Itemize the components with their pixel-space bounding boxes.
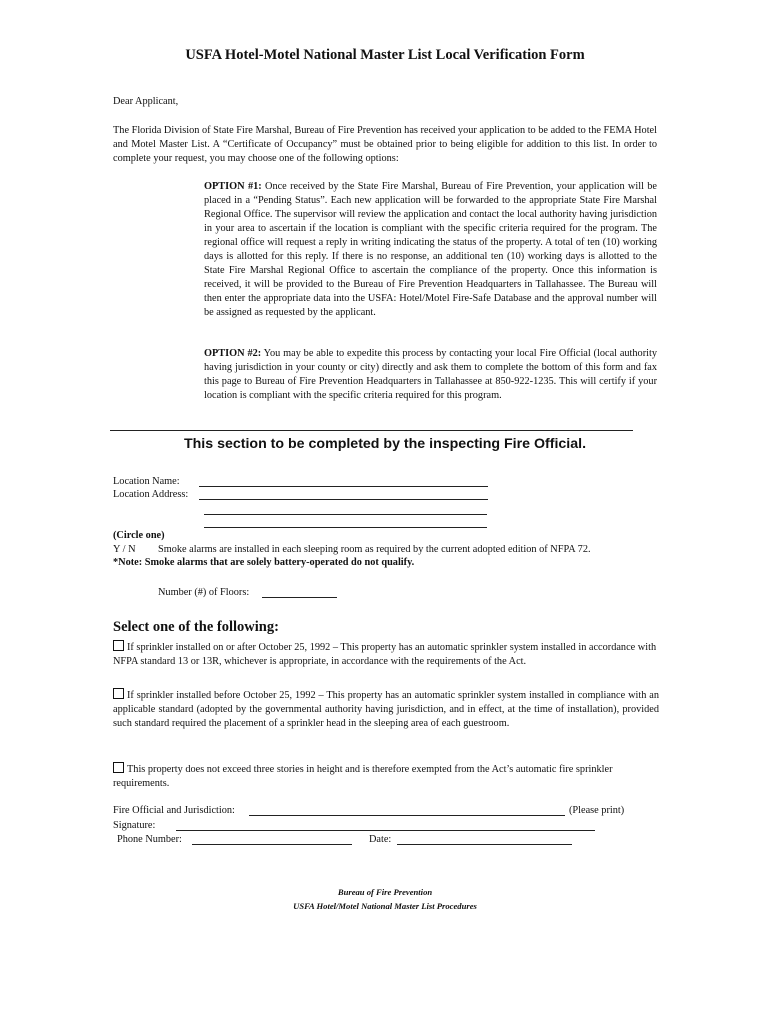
option-1-text: Once received by the State Fire Marshal, Bureau of Fire Prevention, your application will be placed in a “Pending Status”. Each new application will be forwarded to the appropriate State Fire Marshal Regional Office. The supervisor will review the application and contact the local authority having jurisdiction in your area to ascertain if the location is compliant with the specific criteria required for the program. The regional office will request a reply in writing indicating the status of the property. A total of ten (10) working days is allotted for this reply. If there is no response, an additional ten (10) working days is allotted to the State Fire Marshal Regional Office to ascertain the compliance of the property. Once this information is received, it will be provided to the Bureau of Fire Prevention Headquarters in Tallahassee. The Bureau will then enter the appropriate data into the USFA: Hotel/Motel Fire-Safe Database and the approval number will be assigned as requested by the applicant. — [204, 181, 657, 318]
intro-paragraph: The Florida Division of State Fire Marshal, Bureau of Fire Prevention has received your application to be added to the FEMA Hotel and Motel Master List. A “Certificate of Occupancy” must be obtained prior to being eligible for addition to this list. In order to complete your request, you may choose one of the following options: — [113, 125, 657, 164]
footer-procedures: USFA Hotel/Motel National Master List Procedures — [293, 901, 477, 911]
form-title: USFA Hotel-Motel National Master List Local Verification Form — [185, 47, 585, 63]
choice-1-text: If sprinkler installed on or after October 25, 1992 – This property has an automatic sprinkler system installed in accordance with NFPA standard 13 or 13R, whichever is appropriate, in accordance with the requirements of the Act. — [113, 642, 657, 667]
option-2-text: You may be able to expedite this process by contacting your local Fire Official (local authority having jurisdiction in your county or city) directly and ask them to complete the bottom of this form and fax this page to Bureau of Fire Prevention Headquarters in Tallahassee at 850-922-1235. This will certify if your location is compliant with the specific criteria required for this program. — [204, 348, 657, 401]
phone-field[interactable] — [192, 844, 352, 845]
section-heading: This section to be completed by the inspecting Fire Official. — [183, 436, 587, 452]
signature-label: Signature: — [113, 820, 156, 831]
option-2-paragraph — [204, 347, 657, 403]
section-divider — [110, 430, 633, 431]
option-1-paragraph — [204, 180, 657, 320]
choice-2-text: If sprinkler installed before October 25, 1992 – This property has an automatic sprinkler system installed in compliance with an applicable standard (adopted by the governmental authority having jurisdiction, and in effect, at the time of installation), provided such standard required the placement of a sprinkler head in the sleeping area of each guestroom. — [113, 690, 659, 729]
sprinkler-choice-3 — [113, 762, 659, 791]
fire-official-label: Fire Official and Jurisdiction: — [113, 805, 235, 816]
smoke-alarm-statement: Smoke alarms are installed in each sleeping room as required by the current adopted edition of NFPA 72. — [158, 544, 591, 555]
choice-1-checkbox[interactable] — [113, 640, 124, 651]
location-address-field[interactable] — [199, 499, 488, 500]
floors-field[interactable] — [262, 597, 337, 598]
sprinkler-choice-2 — [113, 688, 659, 731]
select-heading: Select one of the following: — [113, 619, 279, 635]
location-address-line-3[interactable] — [204, 527, 487, 528]
date-field[interactable] — [397, 844, 572, 845]
option-2-label: OPTION #2: — [204, 348, 262, 359]
choice-3-checkbox[interactable] — [113, 762, 124, 773]
yes-no-option[interactable]: Y / N — [113, 544, 136, 555]
floors-label: Number (#) of Floors: — [158, 587, 250, 598]
sprinkler-choice-1 — [113, 640, 659, 669]
choice-3-text: This property does not exceed three stories in height and is therefore exempted from the Act’s automatic fire sprinkler requirements. — [113, 764, 613, 789]
greeting: Dear Applicant, — [113, 96, 179, 107]
battery-note: *Note: Smoke alarms that are solely battery-operated do not qualify. — [113, 557, 415, 568]
fire-official-field[interactable] — [249, 815, 565, 816]
location-address-label: Location Address: — [113, 489, 189, 500]
circle-one-label: (Circle one) — [113, 530, 165, 541]
date-label: Date: — [369, 834, 392, 845]
choice-2-checkbox[interactable] — [113, 688, 124, 699]
location-name-label: Location Name: — [113, 476, 180, 487]
phone-label: Phone Number: — [117, 834, 182, 845]
please-print-label: (Please print) — [569, 805, 625, 816]
location-address-line-2[interactable] — [204, 514, 487, 515]
signature-field[interactable] — [176, 830, 595, 831]
option-1-label: OPTION #1: — [204, 181, 262, 192]
location-name-field[interactable] — [199, 486, 488, 487]
footer-bureau: Bureau of Fire Prevention — [337, 887, 433, 897]
